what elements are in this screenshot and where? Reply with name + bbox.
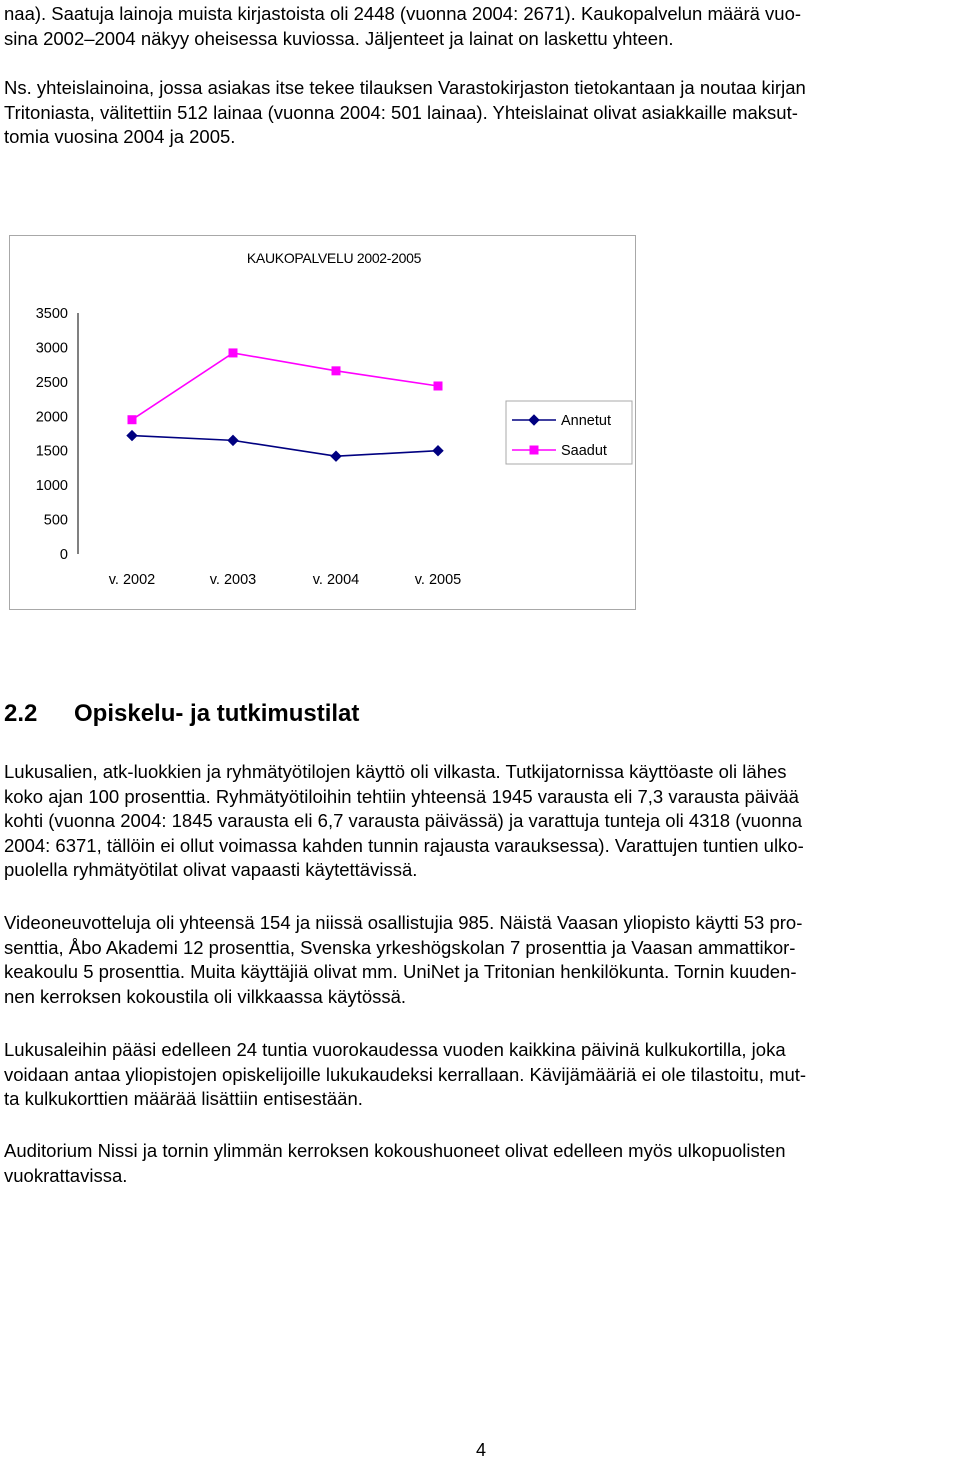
data-point-saadut: [434, 381, 443, 390]
y-tick-label: 0: [59, 547, 68, 563]
text-line: Tritoniasta, välitettiin 512 lainaa (vuonna 2004: 501 lainaa). Yhteislainat olivat asiakkaille maksut-: [4, 101, 798, 123]
paragraph-interlibrary-loans: [4, 2, 954, 51]
text-line: Videoneuvotteluja oli yhteensä 154 ja niissä osallistujia 985. Näistä Vaasan yliopisto käytti 53 pro-: [4, 912, 803, 933]
x-tick-label: v. 2002: [108, 572, 156, 588]
text-line: Auditorium Nissi ja tornin ylimmän kerroksen kokoushuoneet olivat edelleen myös ulkopuolisten: [4, 1140, 786, 1161]
series-line-saadut: [132, 353, 438, 420]
paragraph-reading-rooms: [4, 1038, 954, 1112]
text-line: puolella ryhmätyötilat olivat vapaasti käytettävissä.: [4, 859, 418, 881]
y-axis-ticks: [36, 306, 68, 563]
text-line: sina 2002–2004 näkyy oheisessa kuviossa. Jäljenteet ja lainat on laskettu yhteen.: [4, 27, 674, 49]
data-point-saadut: [128, 415, 137, 424]
legend-label: Annetut: [561, 413, 611, 429]
data-point-saadut: [332, 366, 341, 375]
data-point-annetut: [228, 435, 238, 445]
y-tick-label: 1500: [35, 443, 68, 460]
data-point-saadut: [229, 348, 238, 357]
y-tick-label: 2000: [35, 409, 68, 426]
x-tick-label: v. 2003: [209, 572, 257, 588]
y-tick-label: 2500: [35, 374, 68, 391]
chart-kaukopalvelu: [9, 235, 636, 610]
data-point-annetut: [331, 451, 341, 461]
legend-label: Saadut: [561, 443, 607, 459]
section-heading: [4, 700, 359, 728]
page-number: 4: [476, 1440, 487, 1460]
x-tick-label: v. 2004: [312, 572, 360, 588]
text-line: kohti (vuonna 2004: 1845 varausta eli 6,7 varausta päivässä) ja varattuja tunteja oli 4318 (vuonna: [4, 810, 803, 832]
chart-series: [127, 348, 443, 461]
section-number: 2.2: [4, 700, 38, 727]
text-line: Lukusalien, atk-luokkien ja ryhmätyötilojen käyttö oli vilkasta. Tutkijatornissa käyttöaste oli lähes: [4, 761, 787, 782]
text-line: senttia, Åbo Akademi 12 prosenttia, Svenska yrkeshögskolan 7 prosenttia ja Vaasan ammattikor-: [4, 936, 796, 958]
chart-canvas: [10, 236, 637, 611]
text-line: 2004: 6371, tällöin ei ollut voimassa kahden tunnin rajausta varauksessa). Varattujen tuntien ulko-: [4, 834, 804, 856]
text-line: tomia vuosina 2004 ja 2005.: [4, 126, 236, 148]
paragraph-auditorium: [4, 1139, 954, 1188]
data-point-annetut: [433, 446, 443, 456]
text-line: koko ajan 100 prosenttia. Ryhmätyötiloihin tehtiin yhteensä 1945 varausta eli 7,3 varausta päivää: [4, 785, 799, 807]
text-line: Lukusaleihin pääsi edelleen 24 tuntia vuorokaudessa vuoden kaikkina päivinä kulkukortilla, joka: [4, 1039, 786, 1060]
y-tick-label: 3500: [35, 306, 68, 322]
text-line: voidaan antaa yliopistojen opiskelijoille lukukaudeksi kerrallaan. Kävijämääriä ei ole tilastoitu, mut-: [4, 1063, 807, 1085]
paragraph-joint-loans: [4, 76, 954, 150]
text-line: ta kulkukorttien määrää lisättiin entisestään.: [4, 1088, 363, 1110]
series-line-annetut: [132, 436, 438, 457]
data-point-annetut: [127, 431, 137, 441]
legend-marker: [530, 446, 539, 455]
text-line: keakoulu 5 prosenttia. Muita käyttäjiä olivat mm. UniNet ja Tritonian henkilökunta. Tornin kuuden-: [4, 961, 797, 983]
paragraph-study-spaces: [4, 760, 954, 883]
text-line: vuokrattavissa.: [4, 1164, 128, 1186]
text-line: naa). Saatuja lainoja muista kirjastoista oli 2448 (vuonna 2004: 2671). Kaukopalvelun määrä vuo-: [4, 3, 802, 24]
y-tick-label: 500: [43, 512, 68, 529]
text-line: Ns. yhteislainoina, jossa asiakas itse tekee tilauksen Varastokirjaston tietokantaan ja noutaa kirjan: [4, 77, 806, 98]
section-title: Opiskelu- ja tutkimustilat: [74, 700, 360, 727]
x-axis-labels: [109, 572, 462, 588]
paragraph-videoconferences: [4, 911, 954, 1009]
text-line: nen kerroksen kokoustila oli vilkkaassa käytössä.: [4, 985, 407, 1007]
y-tick-label: 1000: [35, 478, 68, 495]
chart-title: KAUKOPALVELU 2002-2005: [246, 250, 422, 266]
y-tick-label: 3000: [35, 340, 68, 357]
x-tick-label: v. 2005: [414, 572, 462, 588]
